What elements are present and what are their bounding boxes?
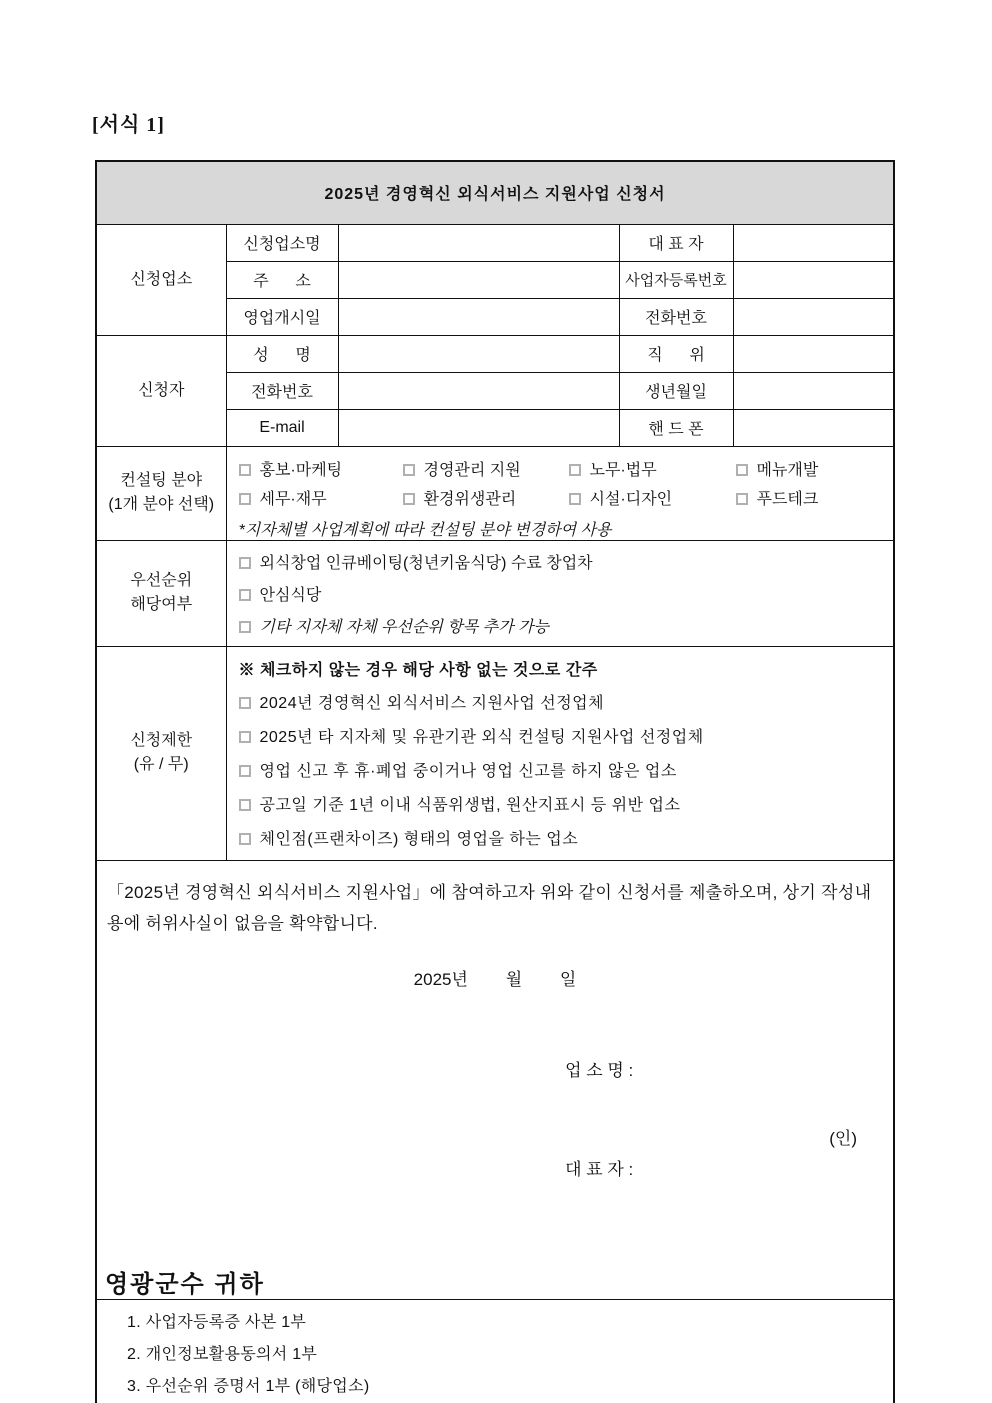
section-label-restriction bbox=[96, 646, 226, 860]
section-label-applicant: 신청자 bbox=[96, 335, 226, 446]
checkbox-2025-other[interactable] bbox=[239, 731, 251, 743]
representative-sign-label: 대 표 자 : bbox=[565, 1159, 634, 1179]
consulting-options-grid bbox=[227, 447, 894, 509]
consulting-option-facility-design bbox=[569, 486, 736, 509]
priority-label-line2: 해당여부 bbox=[130, 596, 193, 613]
input-position[interactable] bbox=[733, 335, 894, 372]
field-label-representative: 대 표 자 bbox=[619, 224, 733, 261]
priority-option-label: 안심식당 bbox=[259, 586, 322, 604]
section-label-consulting bbox=[96, 446, 226, 540]
consulting-option-hygiene bbox=[403, 486, 569, 509]
input-applicant-phone[interactable] bbox=[338, 372, 619, 409]
checkbox-menu-dev[interactable] bbox=[736, 464, 748, 476]
field-label-open-date: 영업개시일 bbox=[226, 298, 338, 335]
priority-option-other bbox=[239, 614, 894, 637]
checkbox-foodtech[interactable] bbox=[736, 493, 748, 505]
input-open-date[interactable] bbox=[338, 298, 619, 335]
section-label-business: 신청업소 bbox=[96, 224, 226, 335]
restriction-option-label: 체인점(프랜차이즈) 형태의 영업을 하는 업소 bbox=[259, 830, 579, 848]
checkbox-safe-restaurant[interactable] bbox=[239, 589, 251, 601]
field-label-position: 직 위 bbox=[619, 335, 733, 372]
restriction-notice: ※ 체크하지 않는 경우 해당 사항 없는 것으로 간주 bbox=[238, 661, 598, 679]
consulting-option-menu-dev bbox=[736, 457, 894, 480]
priority-option-label: 기타 지자체 자체 우선순위 항목 추가 가능 bbox=[259, 618, 549, 636]
checkbox-franchise[interactable] bbox=[239, 833, 251, 845]
declaration-cell bbox=[96, 860, 894, 1300]
attachment-item: 1. 사업자등록증 사본 1부 bbox=[127, 1314, 307, 1332]
priority-option-label: 외식창업 인큐베이팅(청년키움식당) 수료 창업차 bbox=[259, 554, 593, 572]
input-business-reg-no[interactable] bbox=[733, 261, 894, 298]
form-table bbox=[95, 160, 895, 1403]
signature-row-representative bbox=[97, 1120, 893, 1253]
restriction-option-2025-other bbox=[239, 724, 894, 747]
priority-option-safe-restaurant bbox=[239, 582, 894, 605]
application-form bbox=[95, 160, 893, 1403]
restriction-option-label: 2024년 경영혁신 외식서비스 지원사업 선정업체 bbox=[259, 694, 605, 712]
consulting-option-marketing bbox=[239, 457, 403, 480]
checkbox-2024-selected[interactable] bbox=[239, 697, 251, 709]
consulting-label-line1: 컨설팅 분야 bbox=[120, 472, 203, 489]
restriction-options-list bbox=[227, 647, 894, 849]
consulting-label-line2: (1개 분야 선택) bbox=[108, 496, 215, 513]
input-applicant-name[interactable] bbox=[338, 335, 619, 372]
priority-options-list bbox=[227, 541, 894, 637]
signature-block bbox=[97, 1020, 893, 1252]
checkbox-facility-design[interactable] bbox=[569, 493, 581, 505]
restriction-option-franchise bbox=[239, 826, 894, 849]
consulting-option-label: 시설·디자인 bbox=[589, 490, 673, 508]
consulting-option-label: 세무·재무 bbox=[259, 490, 327, 508]
input-business-name[interactable] bbox=[338, 224, 619, 261]
input-address[interactable] bbox=[338, 261, 619, 298]
recipient: 영광군수 귀하 bbox=[105, 1271, 265, 1299]
priority-label-line1: 우선순위 bbox=[130, 572, 193, 589]
consulting-option-management bbox=[403, 457, 569, 480]
restriction-label-line2: (유 / 무) bbox=[133, 756, 189, 773]
input-representative[interactable] bbox=[733, 224, 894, 261]
consulting-option-foodtech bbox=[736, 486, 894, 509]
restriction-option-label: 2025년 타 지자체 및 유관기관 외식 컨설팅 지원사업 선정업체 bbox=[259, 728, 704, 746]
restriction-options-cell bbox=[226, 646, 894, 860]
attachments-list bbox=[97, 1300, 893, 1396]
checkbox-hygiene[interactable] bbox=[403, 493, 415, 505]
field-label-applicant-name: 성 명 bbox=[226, 335, 338, 372]
field-label-email: E-mail bbox=[226, 409, 338, 446]
restriction-option-violation bbox=[239, 792, 894, 815]
signature-row-business-name bbox=[97, 1020, 893, 1119]
priority-options-cell bbox=[226, 540, 894, 646]
input-mobile[interactable] bbox=[733, 409, 894, 446]
field-label-mobile: 핸 드 폰 bbox=[619, 409, 733, 446]
field-label-address: 주 소 bbox=[226, 261, 338, 298]
consulting-option-label: 푸드테크 bbox=[756, 490, 819, 508]
consulting-option-tax-finance bbox=[239, 486, 403, 509]
attachment-item: 3. 우선순위 증명서 1부 (해당업소) bbox=[127, 1378, 370, 1396]
checkbox-violation[interactable] bbox=[239, 799, 251, 811]
field-label-birth-date: 생년월일 bbox=[619, 372, 733, 409]
input-birth-date[interactable] bbox=[733, 372, 894, 409]
checkbox-incubating[interactable] bbox=[239, 557, 251, 569]
restriction-option-2024-selected bbox=[239, 690, 894, 713]
input-email[interactable] bbox=[338, 409, 619, 446]
input-business-phone[interactable] bbox=[733, 298, 894, 335]
priority-option-incubating bbox=[239, 550, 894, 573]
restriction-option-closed bbox=[239, 758, 894, 781]
field-label-business-phone: 전화번호 bbox=[619, 298, 733, 335]
declaration-date-line: 2025년 월 일 bbox=[413, 970, 577, 990]
declaration-body: 「2025년 경영혁신 외식서비스 지원사업」에 참여하고자 위와 같이 신청서를 제출하오며, 상기 작성내용에 허위사실이 없음을 확약합니다. bbox=[107, 882, 872, 933]
restriction-label-line1: 신청제한 bbox=[130, 732, 193, 749]
restriction-option-label: 영업 신고 후 휴·폐업 중이거나 영업 신고를 하지 않은 업소 bbox=[259, 762, 677, 780]
consulting-option-label: 경영관리 지원 bbox=[423, 461, 521, 479]
attachments-cell bbox=[96, 1300, 894, 1403]
checkbox-closed[interactable] bbox=[239, 765, 251, 777]
form-tag: [서식 1] bbox=[92, 114, 165, 136]
checkbox-priority-other[interactable] bbox=[239, 621, 251, 633]
checkbox-management[interactable] bbox=[403, 464, 415, 476]
seal-label: (인) bbox=[829, 1128, 858, 1148]
consulting-option-label: 홍보·마케팅 bbox=[259, 461, 343, 479]
consulting-option-label: 환경위생관리 bbox=[423, 490, 517, 508]
consulting-options-cell bbox=[226, 446, 894, 540]
section-label-priority bbox=[96, 540, 226, 646]
business-name-sign-label: 업 소 명 : bbox=[565, 1060, 634, 1080]
restriction-option-label: 공고일 기준 1년 이내 식품위생법, 원산지표시 등 위반 업소 bbox=[259, 796, 681, 814]
consulting-note: *지자체별 사업계획에 따라 컨설팅 분야 변경하여 사용 bbox=[238, 521, 612, 539]
consulting-option-label: 메뉴개발 bbox=[756, 461, 819, 479]
checkbox-labor-legal[interactable] bbox=[569, 464, 581, 476]
field-label-applicant-phone: 전화번호 bbox=[226, 372, 338, 409]
checkbox-marketing[interactable] bbox=[239, 464, 251, 476]
consulting-option-label: 노무·법무 bbox=[589, 461, 657, 479]
field-label-business-name: 신청업소명 bbox=[226, 224, 338, 261]
consulting-option-labor-legal bbox=[569, 457, 736, 480]
attachment-item: 2. 개인정보활용동의서 1부 bbox=[127, 1346, 318, 1364]
checkbox-tax-finance[interactable] bbox=[239, 493, 251, 505]
form-title: 2025년 경영혁신 외식서비스 지원사업 신청서 bbox=[96, 161, 894, 224]
field-label-business-reg-no: 사업자등록번호 bbox=[619, 261, 733, 298]
